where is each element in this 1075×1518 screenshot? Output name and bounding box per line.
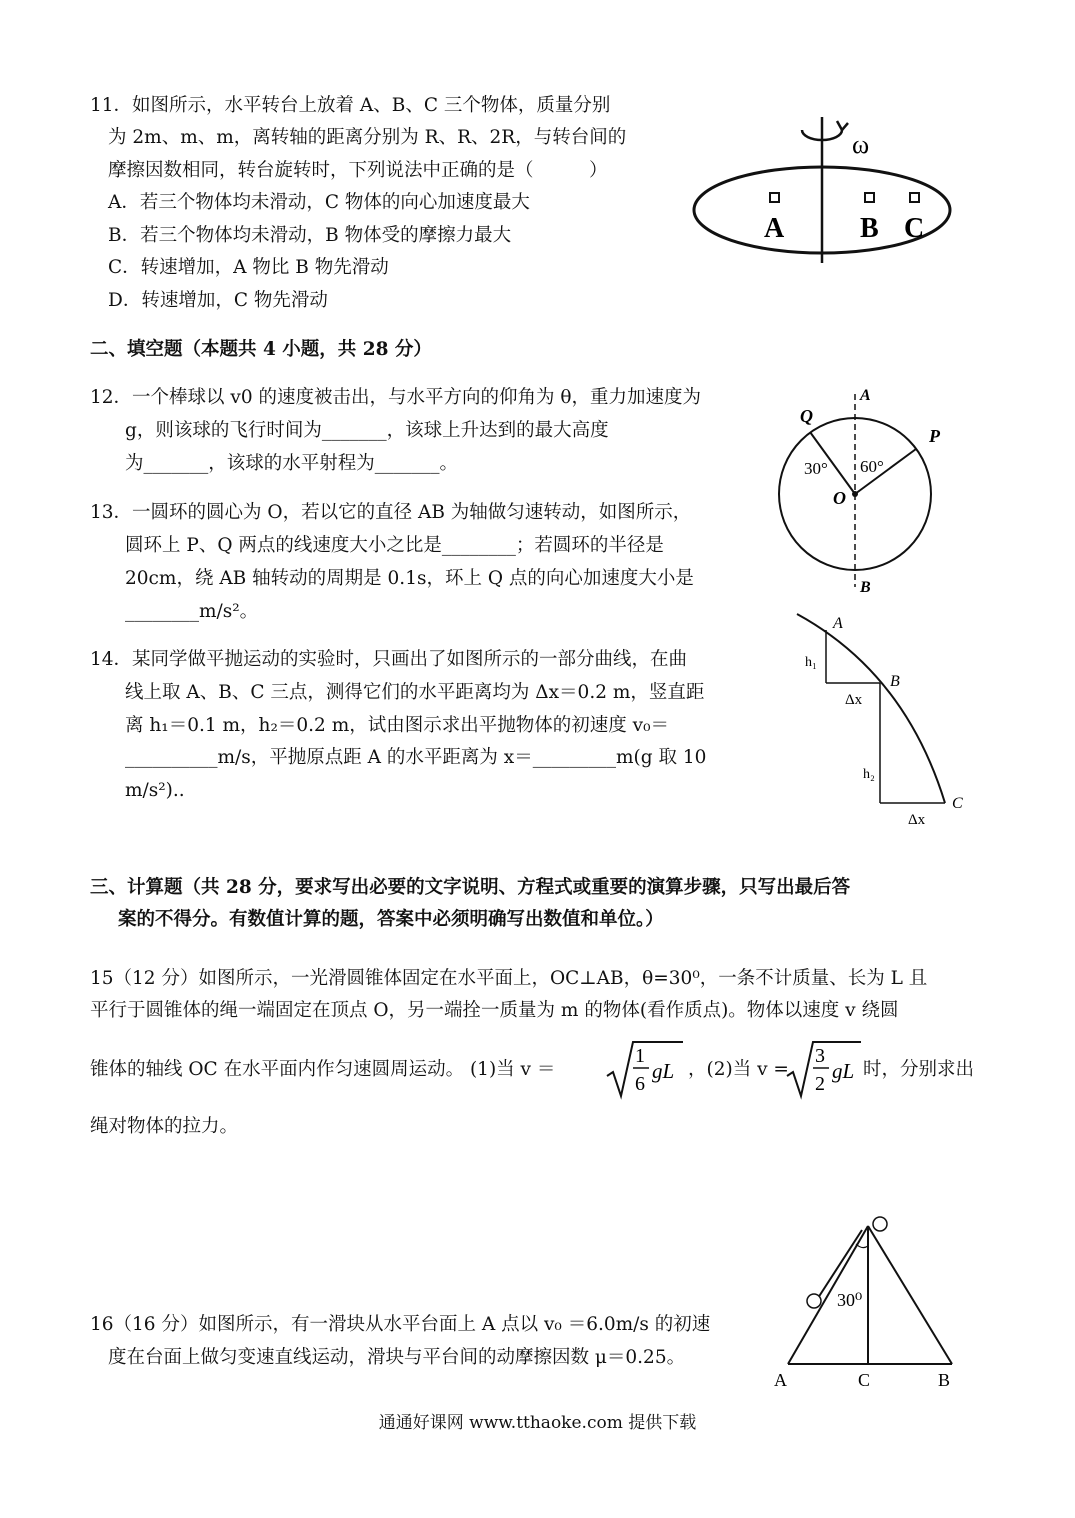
q11-line2: 为 2m、m、m，离转轴的距离分别为 R、R、2R，与转台间的 — [108, 127, 627, 148]
q15-line1: 15（12 分）如图所示，一光滑圆锥体固定在水平面上，OC⊥AB，θ=30⁰，一条不计质量、长为 L 且 — [90, 968, 928, 989]
section-3-heading-line2: 案的不得分。有数值计算的题，答案中必须明确写出数值和单位。） — [118, 909, 664, 930]
formula2-den: 2 — [815, 1073, 825, 1095]
q12-line2: g，则该球的飞行时间为_______，该球上升达到的最大高度 — [125, 420, 609, 441]
q14-line4: __________m/s，平抛原点距 A 的水平距离为 x＝_________m(g 取 10 — [125, 747, 707, 768]
curve-label-a: A — [833, 615, 843, 632]
curve-h2: h₂ — [863, 767, 875, 782]
formula1-num: 1 — [635, 1045, 645, 1067]
ring-label-q: Q — [800, 406, 813, 426]
curve-dx2: Δx — [908, 812, 926, 828]
ring-label-b: B — [860, 579, 871, 596]
omega-label: ω — [852, 130, 870, 159]
q11-line3: 摩擦因数相同，转台旋转时，下列说法中正确的是（ ） — [108, 160, 608, 181]
formula-sqrt-1-6-gl — [605, 1038, 685, 1100]
q16-line1: 16（16 分）如图所示，有一滑块从水平台面上 A 点以 v₀ ＝6.0m/s 的初速 — [90, 1314, 711, 1335]
q15-line3b: ，(2)当 v = — [688, 1059, 789, 1080]
ring-label-p: P — [929, 426, 940, 446]
q14-line2: 线上取 A、B、C 三点，测得它们的水平距离均为 Δx＝0.2 m，竖直距 — [125, 682, 705, 703]
q13-line4: ________m/s²。 — [125, 601, 259, 622]
q14-line3: 离 h₁＝0.1 m，h₂＝0.2 m，试由图示求出平抛物体的初速度 v₀＝ — [125, 715, 669, 736]
q15-line4: 绳对物体的拉力。 — [90, 1116, 239, 1137]
q11-option-a: A．若三个物体均未滑动，C 物体的向心加速度最大 — [108, 192, 530, 213]
q13-line3: 20cm，绕 AB 轴转动的周期是 0.1s，环上 Q 点的向心加速度大小是 — [125, 568, 694, 589]
q11-option-c: C．转速增加，A 物比 B 物先滑动 — [108, 257, 389, 278]
label-b: B — [860, 213, 879, 244]
q16-line2: 度在台面上做匀变速直线运动，滑块与平台间的动摩擦因数 μ＝0.25。 — [108, 1347, 686, 1368]
cone-figure — [770, 1212, 960, 1392]
curve-h1: h₁ — [805, 655, 817, 670]
q11-line1: 11．如图所示，水平转台上放着 A、B、C 三个物体，质量分别 — [90, 95, 611, 116]
ring-angle-60: 60° — [860, 457, 884, 476]
q11-option-b: B．若三个物体均未滑动，B 物体受的摩擦力最大 — [108, 225, 512, 246]
q11-option-d: D．转速增加，C 物先滑动 — [108, 290, 328, 311]
formula-sqrt-3-2-gl — [785, 1038, 865, 1100]
q15-line2: 平行于圆锥体的绳一端固定在顶点 O，另一端拴一质量为 m 的物体(看作质点)。物体以速度 v 绕圆 — [90, 1000, 899, 1021]
q12-line3: 为_______，该球的水平射程为_______。 — [125, 453, 459, 474]
q14-line1: 14．某同学做平抛运动的实验时，只画出了如图所示的一部分曲线，在曲 — [90, 649, 688, 670]
q13-line1: 13．一圆环的圆心为 O，若以它的直径 AB 为轴做匀速转动，如图所示， — [90, 502, 692, 523]
q12-line1: 12．一个棒球以 v0 的速度被击出，与水平方向的仰角为 θ，重力加速度为 — [90, 387, 702, 408]
formula2-num: 3 — [815, 1045, 825, 1067]
formula1-gl: gL — [652, 1059, 675, 1083]
q15-line3c: 时，分别求出 — [863, 1059, 975, 1080]
page-footer: 通通好课网 www.tthaoke.com 提供下载 — [378, 1413, 697, 1433]
label-c: C — [904, 213, 925, 244]
cone-label-b: B — [938, 1370, 951, 1390]
ring-angle-30: 30° — [804, 459, 828, 478]
q15-line3a: 锥体的轴线 OC 在水平面内作匀速圆周运动。 (1)当 v ＝ — [90, 1059, 556, 1080]
section-3-heading-line1: 三、计算题（共 28 分，要求写出必要的文字说明、方程式或重要的演算步骤，只写出最后答 — [90, 877, 851, 898]
ring-label-o: O — [833, 488, 846, 508]
ring-label-a: A — [860, 387, 871, 404]
formula2-gl: gL — [832, 1059, 855, 1083]
section-2-heading: 二、填空题（本题共 4 小题，共 28 分） — [90, 339, 432, 360]
turntable-figure — [690, 115, 970, 265]
label-a: A — [764, 213, 785, 244]
cone-angle: 30⁰ — [837, 1290, 863, 1310]
cone-label-a: A — [774, 1370, 787, 1390]
ring-figure — [770, 382, 960, 602]
q13-line2: 圆环上 P、Q 两点的线速度大小之比是________；若圆环的半径是 — [125, 535, 664, 556]
curve-label-b: B — [890, 673, 900, 690]
cone-label-c: C — [858, 1370, 871, 1390]
projectile-figure — [795, 608, 975, 833]
curve-dx1: Δx — [845, 692, 863, 708]
curve-label-c: C — [952, 795, 963, 812]
q14-line5: m/s²).. — [125, 780, 185, 801]
formula1-den: 6 — [635, 1073, 645, 1095]
